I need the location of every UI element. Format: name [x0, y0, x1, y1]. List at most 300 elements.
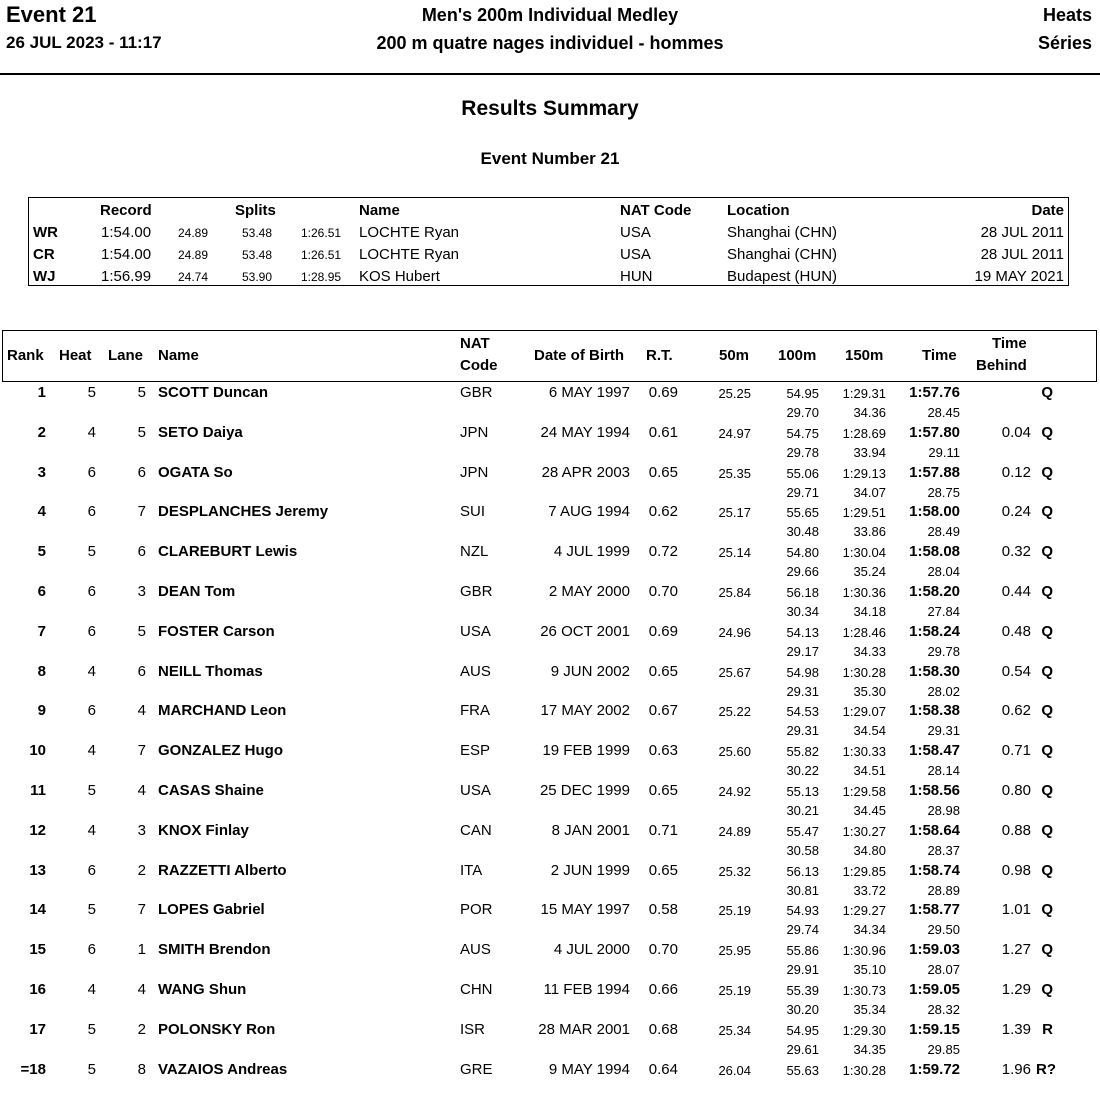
result-s150: 34.80: [853, 842, 886, 858]
result-rt: 0.69: [648, 384, 678, 401]
result-time: 1:58.00: [909, 503, 960, 521]
record-date: 28 JUL 2011: [980, 224, 1064, 241]
record-row: [29, 222, 1068, 244]
result-m100: 54.53: [786, 704, 819, 720]
record-code: WR: [33, 224, 58, 241]
result-s200: 28.04: [927, 564, 960, 580]
result-s150: 35.10: [853, 962, 886, 978]
result-m100: 54.80: [786, 545, 819, 561]
result-behind: 0.12: [1001, 463, 1031, 481]
result-rt: 0.65: [648, 463, 678, 481]
result-time: 1:58.30: [909, 662, 960, 680]
result-m100: 56.13: [786, 863, 819, 879]
result-s150: 35.34: [853, 1002, 886, 1017]
record-name: LOCHTE Ryan: [359, 246, 460, 263]
result-row: [0, 822, 1100, 862]
result-lane: 7: [137, 503, 146, 521]
result-dob: 4 JUL 1999: [553, 543, 630, 561]
result-lane: 6: [137, 463, 146, 481]
result-behind: 0.32: [1001, 543, 1031, 561]
record-row: [29, 266, 1068, 288]
result-m100: 54.75: [786, 425, 819, 441]
result-qual: R?: [1036, 1060, 1056, 1078]
result-heat: 4: [87, 742, 96, 760]
result-nat: JPN: [460, 423, 489, 441]
result-m150: 1:29.13: [842, 465, 886, 481]
result-rank: 8: [37, 662, 46, 680]
result-s150: 34.35: [853, 1041, 886, 1057]
event-title-fr: 200 m quatre nages individuel - hommes: [376, 33, 724, 53]
result-qual: Q: [1041, 543, 1053, 561]
record-time: 1:54.00: [101, 224, 152, 241]
record-nat: HUN: [620, 268, 653, 285]
result-name: OGATA So: [158, 463, 233, 481]
record-location: Shanghai (CHN): [727, 224, 838, 241]
result-s150: 33.86: [853, 524, 886, 540]
event-label: Event 21: [6, 2, 97, 27]
result-qual: R: [1042, 1020, 1053, 1038]
result-m150: 1:30.96: [842, 943, 886, 959]
result-s200: 28.75: [927, 484, 960, 500]
result-behind: 0.04: [1001, 423, 1031, 441]
result-rt: 0.58: [648, 901, 678, 919]
result-nat: ESP: [460, 742, 491, 760]
result-behind: 0.24: [1001, 503, 1031, 521]
result-heat: 6: [87, 861, 96, 879]
result-name: FOSTER Carson: [158, 622, 275, 640]
result-s100: 30.22: [786, 763, 819, 779]
result-qual: Q: [1041, 662, 1053, 680]
result-s200: 29.31: [927, 723, 960, 739]
result-m150: 1:29.27: [842, 903, 886, 919]
header-divider: [0, 73, 1100, 75]
result-heat: 5: [87, 1020, 96, 1038]
result-name: KNOX Finlay: [158, 821, 249, 839]
result-qual: Q: [1041, 941, 1053, 959]
result-rank: 2: [37, 423, 46, 441]
records-col-date: Date: [1031, 202, 1064, 219]
result-qual: Q: [1041, 981, 1053, 998]
result-name: POLONSKY Ron: [158, 1020, 276, 1038]
result-qual: Q: [1041, 423, 1053, 441]
result-s200: 29.85: [927, 1041, 960, 1057]
results-col-name: Name: [158, 347, 199, 364]
result-behind: 0.80: [1001, 782, 1031, 799]
result-dob: 9 MAY 1994: [548, 1060, 630, 1078]
record-s2: 53.90: [242, 270, 273, 284]
result-name: SETO Daiya: [158, 423, 243, 441]
result-time: 1:57.88: [909, 463, 960, 481]
result-time: 1:58.08: [909, 543, 960, 561]
result-s150: 34.07: [853, 484, 886, 500]
results-col-behind-2: Behind: [976, 357, 1027, 374]
result-qual: Q: [1041, 782, 1053, 799]
result-time: 1:59.05: [909, 981, 960, 998]
event-title-en: Men's 200m Individual Medley: [421, 5, 679, 25]
result-s100: 30.34: [786, 604, 819, 619]
result-m100: 54.95: [786, 386, 819, 401]
result-behind: 0.98: [1001, 861, 1031, 879]
result-m150: 1:29.51: [842, 505, 886, 521]
result-rank: 17: [29, 1020, 46, 1038]
result-heat: 5: [87, 901, 96, 919]
result-row: [0, 464, 1100, 504]
event-number: Event Number 21: [480, 149, 620, 168]
result-m100: 55.65: [786, 505, 819, 521]
record-location: Budapest (HUN): [727, 268, 838, 285]
result-name: RAZZETTI Alberto: [158, 861, 287, 879]
result-m50: 25.22: [718, 704, 751, 720]
result-lane: 7: [137, 742, 146, 760]
result-nat: GBR: [460, 384, 493, 401]
result-dob: 9 JUN 2002: [550, 662, 630, 680]
result-s200: 28.37: [927, 842, 960, 858]
result-s150: 35.30: [853, 683, 886, 699]
result-row: [0, 981, 1100, 1021]
result-s100: 30.20: [786, 1002, 819, 1017]
result-s150: 34.33: [853, 643, 886, 659]
result-s150: 34.36: [853, 405, 886, 420]
result-row: [0, 782, 1100, 822]
result-behind: 0.71: [1001, 742, 1031, 760]
result-lane: 6: [137, 543, 146, 561]
record-date: 28 JUL 2011: [980, 246, 1064, 263]
result-m50: 25.84: [718, 585, 751, 600]
result-dob: 6 MAY 1997: [548, 384, 630, 401]
result-name: LOPES Gabriel: [158, 901, 265, 919]
record-location: Shanghai (CHN): [727, 246, 838, 263]
result-rank: 9: [37, 702, 46, 720]
result-row: [0, 424, 1100, 464]
result-row: [0, 702, 1100, 742]
result-row: [0, 583, 1100, 623]
results-col-time: Time: [922, 347, 957, 364]
result-rank: =18: [20, 1060, 46, 1078]
result-s150: 34.51: [853, 763, 886, 779]
result-nat: USA: [460, 622, 491, 640]
result-name: MARCHAND Leon: [158, 702, 287, 720]
result-m50: 25.95: [718, 943, 751, 959]
result-name: DESPLANCHES Jeremy: [158, 503, 329, 521]
result-name: VAZAIOS Andreas: [158, 1060, 288, 1078]
result-dob: 19 FEB 1999: [542, 742, 630, 760]
result-heat: 6: [87, 622, 96, 640]
result-m100: 54.98: [786, 664, 819, 680]
result-s100: 30.21: [786, 803, 819, 818]
result-lane: 7: [137, 901, 146, 919]
result-rt: 0.66: [648, 981, 678, 998]
result-nat: POR: [460, 901, 493, 919]
result-rank: 4: [37, 503, 46, 521]
result-behind: 0.62: [1001, 702, 1031, 720]
result-s100: 29.66: [786, 564, 819, 580]
result-name: SMITH Brendon: [158, 941, 271, 959]
result-s100: 30.81: [786, 882, 819, 898]
results-col-lane: Lane: [108, 347, 144, 364]
results-col-rank: Rank: [7, 347, 44, 364]
result-lane: 5: [137, 384, 146, 401]
result-s100: 29.74: [786, 922, 819, 938]
result-s200: 27.84: [927, 604, 960, 619]
result-nat: SUI: [460, 503, 486, 521]
result-lane: 2: [137, 1020, 146, 1038]
result-rank: 14: [29, 901, 46, 919]
result-rank: 1: [37, 384, 46, 401]
document-header: [0, 0, 1100, 75]
result-rank: 7: [37, 622, 46, 640]
result-lane: 5: [137, 622, 146, 640]
result-row: [0, 1021, 1100, 1061]
results-col-m150: 150m: [845, 347, 884, 364]
result-m50: 26.04: [718, 1062, 751, 1078]
result-behind: 1.39: [1001, 1020, 1031, 1038]
result-s200: 28.45: [927, 405, 960, 420]
record-date: 19 MAY 2021: [974, 268, 1064, 285]
phase-en: Heats: [1042, 5, 1092, 25]
result-m50: 25.34: [718, 1022, 751, 1038]
result-s150: 33.94: [853, 444, 886, 460]
result-lane: 4: [137, 981, 146, 998]
result-lane: 1: [137, 941, 146, 959]
results-col-behind-1: Time: [992, 335, 1027, 352]
result-time: 1:59.03: [909, 941, 960, 959]
result-behind: 1.29: [1001, 981, 1031, 998]
result-s100: 29.61: [786, 1041, 819, 1057]
result-behind: 1.27: [1001, 941, 1031, 959]
result-dob: 11 FEB 1994: [543, 981, 630, 998]
result-s100: 30.48: [786, 524, 819, 540]
result-m150: 1:30.73: [842, 983, 886, 998]
record-name: LOCHTE Ryan: [359, 224, 460, 241]
result-time: 1:58.20: [909, 583, 960, 600]
result-s200: 28.02: [927, 683, 960, 699]
result-heat: 4: [87, 662, 96, 680]
results-col-m50: 50m: [719, 347, 750, 364]
record-time: 1:56.99: [101, 268, 152, 285]
result-time: 1:58.38: [909, 702, 960, 720]
result-time: 1:58.77: [909, 901, 960, 919]
result-m100: 55.63: [786, 1062, 819, 1078]
result-rt: 0.65: [648, 662, 678, 680]
result-qual: Q: [1041, 702, 1053, 720]
result-s100: 29.17: [786, 643, 819, 659]
phase-fr: Séries: [1037, 33, 1092, 53]
record-code: WJ: [33, 268, 56, 285]
result-s100: 29.31: [786, 723, 819, 739]
result-m150: 1:28.69: [842, 425, 886, 441]
record-s2: 53.48: [242, 248, 273, 262]
result-m150: 1:30.28: [842, 664, 886, 680]
result-m150: 1:29.58: [842, 784, 886, 799]
result-name: CASAS Shaine: [158, 782, 264, 799]
result-time: 1:57.76: [909, 384, 960, 401]
result-row: [0, 543, 1100, 583]
records-col-location: Location: [727, 202, 790, 219]
result-rank: 3: [37, 463, 46, 481]
result-qual: Q: [1041, 463, 1053, 481]
result-dob: 28 MAR 2001: [538, 1020, 630, 1038]
result-time: 1:59.15: [909, 1020, 960, 1038]
result-row: [0, 742, 1100, 782]
result-m50: 24.97: [718, 425, 751, 441]
record-time: 1:54.00: [101, 246, 152, 263]
result-dob: 15 MAY 1997: [540, 901, 630, 919]
result-m150: 1:29.31: [842, 386, 886, 401]
result-heat: 4: [87, 821, 96, 839]
result-nat: JPN: [460, 463, 489, 481]
result-qual: Q: [1041, 821, 1053, 839]
result-nat: AUS: [460, 662, 491, 680]
result-nat: FRA: [460, 702, 490, 720]
result-dob: 4 JUL 2000: [553, 941, 630, 959]
result-m100: 54.93: [786, 903, 819, 919]
result-s150: 34.34: [853, 922, 886, 938]
result-name: CLAREBURT Lewis: [158, 543, 298, 561]
result-m100: 55.47: [786, 823, 819, 839]
result-rank: 11: [30, 782, 46, 799]
result-s150: 33.72: [853, 882, 886, 898]
result-qual: Q: [1041, 384, 1053, 401]
result-m150: 1:30.36: [842, 585, 886, 600]
result-rt: 0.64: [648, 1060, 678, 1078]
records-col-name: Name: [359, 202, 400, 219]
result-heat: 5: [87, 543, 96, 561]
result-m150: 1:30.27: [842, 823, 886, 839]
result-m150: 1:30.04: [842, 545, 886, 561]
result-s100: 29.78: [786, 444, 819, 460]
result-nat: GRE: [460, 1060, 493, 1078]
result-heat: 5: [87, 1060, 96, 1078]
result-nat: CAN: [460, 821, 492, 839]
result-time: 1:57.80: [909, 423, 960, 441]
result-rt: 0.72: [648, 543, 678, 561]
result-nat: CHN: [460, 981, 493, 998]
record-s3: 1:28.95: [301, 270, 342, 284]
result-rt: 0.71: [648, 821, 678, 839]
result-s150: 34.54: [853, 723, 886, 739]
result-time: 1:58.47: [909, 742, 960, 760]
record-s3: 1:26.51: [301, 226, 342, 240]
result-m50: 25.32: [718, 863, 751, 879]
result-behind: 1.01: [1001, 901, 1031, 919]
result-behind: 0.88: [1001, 821, 1031, 839]
result-row: [0, 503, 1100, 543]
record-code: CR: [33, 246, 55, 263]
result-m50: 25.35: [718, 465, 751, 481]
result-m50: 25.19: [718, 903, 751, 919]
result-rank: 10: [29, 742, 46, 760]
record-name: KOS Hubert: [359, 268, 440, 285]
result-lane: 4: [137, 702, 146, 720]
result-m150: 1:29.85: [842, 863, 886, 879]
record-nat: USA: [620, 224, 651, 241]
result-s200: 28.07: [927, 962, 960, 978]
record-s1: 24.89: [178, 248, 209, 262]
result-m50: 25.17: [718, 505, 751, 521]
result-time: 1:58.74: [909, 861, 960, 879]
result-m100: 55.82: [786, 744, 819, 760]
result-qual: Q: [1041, 742, 1053, 760]
result-nat: USA: [460, 782, 491, 799]
result-s200: 29.78: [927, 643, 960, 659]
result-s100: 29.71: [786, 484, 819, 500]
result-m150: 1:30.28: [842, 1062, 886, 1078]
result-rt: 0.68: [648, 1020, 678, 1038]
result-time: 1:59.72: [909, 1060, 960, 1078]
result-qual: Q: [1041, 901, 1053, 919]
result-lane: 8: [137, 1060, 146, 1078]
result-rank: 5: [37, 543, 46, 561]
result-nat: ISR: [460, 1020, 486, 1038]
result-heat: 5: [87, 782, 96, 799]
result-rt: 0.65: [648, 861, 678, 879]
records-col-splits: Splits: [235, 202, 276, 219]
result-rt: 0.67: [648, 702, 678, 720]
result-name: SCOTT Duncan: [158, 384, 269, 401]
results-col-nat-1: NAT: [460, 335, 490, 352]
result-heat: 4: [87, 423, 96, 441]
result-qual: Q: [1041, 622, 1053, 640]
result-rt: 0.70: [648, 583, 678, 600]
results-col-nat-2: Code: [460, 357, 498, 374]
result-m100: 56.18: [786, 585, 819, 600]
result-behind: 0.44: [1001, 583, 1031, 600]
result-qual: Q: [1041, 503, 1053, 521]
result-name: GONZALEZ Hugo: [158, 742, 283, 760]
result-qual: Q: [1041, 583, 1053, 600]
result-s100: 29.31: [786, 683, 819, 699]
result-behind: 1.96: [1001, 1060, 1031, 1078]
result-m100: 55.06: [786, 465, 819, 481]
result-rt: 0.70: [648, 941, 678, 959]
result-row: [0, 862, 1100, 902]
result-name: DEAN Tom: [158, 583, 236, 600]
result-m100: 54.95: [786, 1022, 819, 1038]
result-s100: 29.91: [786, 962, 819, 978]
result-m50: 25.60: [718, 744, 751, 760]
result-s200: 28.32: [927, 1002, 960, 1017]
results-col-m100: 100m: [778, 347, 817, 364]
result-row: [0, 663, 1100, 703]
result-qual: Q: [1041, 861, 1053, 879]
result-lane: 6: [137, 662, 146, 680]
result-m50: 24.96: [718, 624, 751, 640]
result-s150: 34.18: [853, 604, 886, 619]
record-s3: 1:26.51: [301, 248, 342, 262]
result-behind: 0.48: [1001, 622, 1031, 640]
result-m50: 24.89: [718, 823, 751, 839]
result-time: 1:58.24: [909, 622, 960, 640]
result-s100: 29.70: [786, 405, 819, 420]
result-m150: 1:29.07: [842, 704, 886, 720]
records-col-nat: NAT Code: [620, 202, 692, 219]
result-time: 1:58.64: [909, 821, 960, 839]
result-behind: 0.54: [1001, 662, 1031, 680]
result-s200: 28.14: [927, 763, 960, 779]
result-dob: 26 OCT 2001: [540, 622, 630, 640]
results-col-heat: Heat: [59, 347, 92, 364]
result-m50: 25.25: [718, 386, 751, 401]
result-dob: 17 MAY 2002: [540, 702, 630, 720]
result-rt: 0.65: [648, 782, 678, 799]
result-m100: 55.13: [786, 784, 819, 799]
record-nat: USA: [620, 246, 651, 263]
result-m150: 1:30.33: [842, 744, 886, 760]
result-rt: 0.62: [648, 503, 678, 521]
result-dob: 25 DEC 1999: [539, 782, 630, 799]
result-lane: 3: [137, 821, 146, 839]
result-m150: 1:29.30: [842, 1022, 886, 1038]
